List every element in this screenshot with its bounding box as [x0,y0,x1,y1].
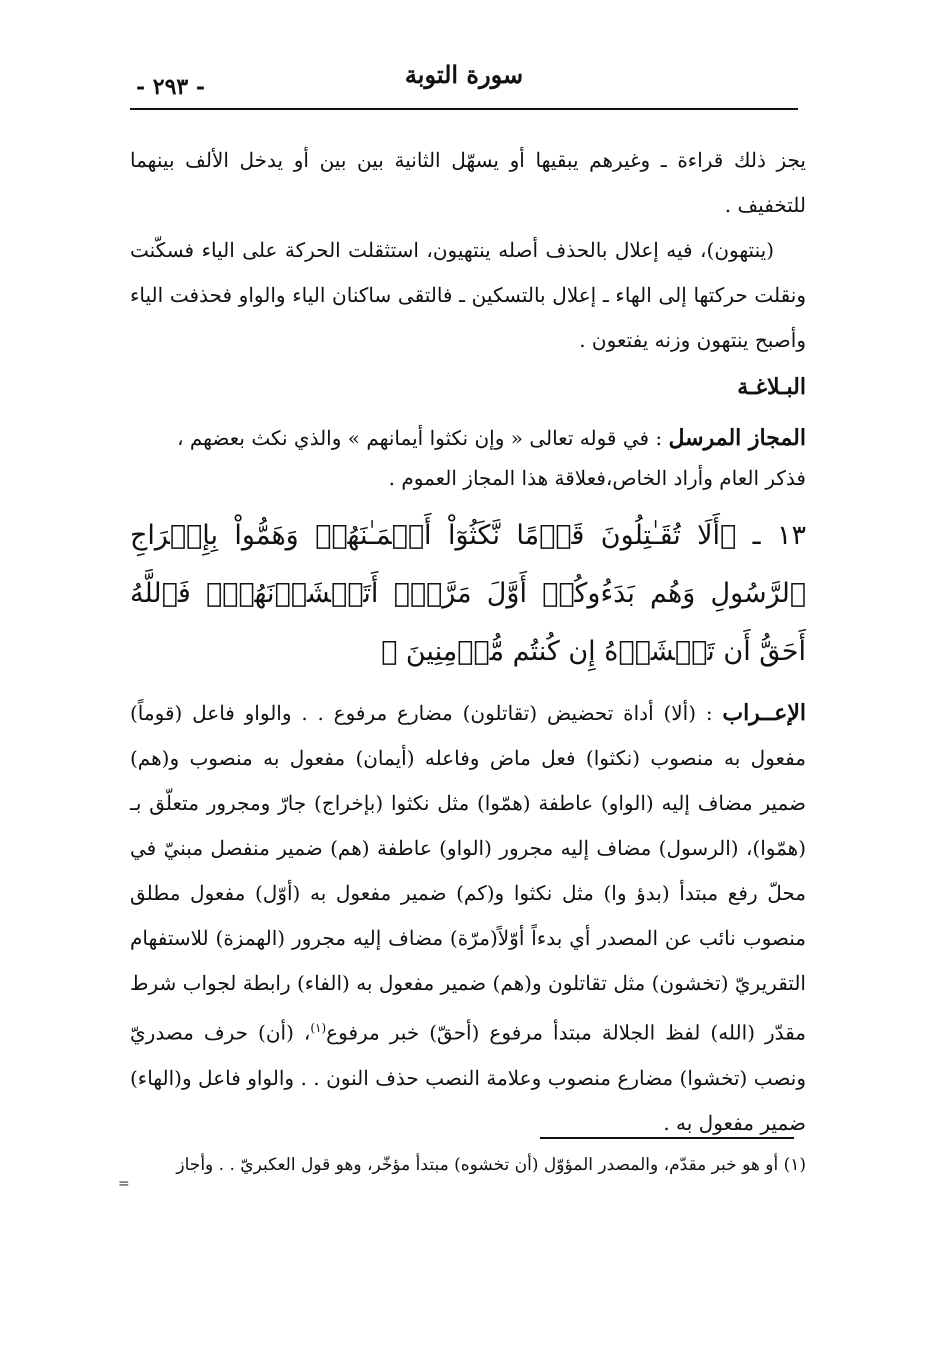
page-number: - ٢٩٣ - [136,74,206,100]
irab-text-2: ، (أن) حرف مصدريّ ونصب (تخشوا) مضارع منصوب وعلامة النصب حذف النون . . والواو فاعل و(الهاء) ضمير مفعول به . [130,1020,806,1135]
header-divider [130,108,798,110]
majaz-text: : في قوله تعالى « وإن نكثوا أيمانهم » والذي نكث بعضهم ، [177,426,669,450]
paragraph-yantahun: (ينتهون)، فيه إعلال بالحذف أصله ينتهيون، استثقلت الحركة على الياء فسكّنت ونقلت حركتها إلى الهاء ـ إعلال بالتسكين ـ فالتقى ساكنان الياء والواو فحذفت الياء وأصبح ينتهون وزنه يفتعون . [130,238,806,352]
page-body [130,138,806,1146]
irab-text-1: : (ألا) أداة تحضيض (تقاتلون) مضارع مرفوع . . والواو فاعل (قوماً) مفعول به منصوب (نكثوا) فعل ماض وفاعله (أيمان) مفعول به منصوب و(هم) ضمير مضاف إليه (الواو) عاطفة (همّوا) مثل نكثوا (بإخراج) جارّ ومجرور متعلّق بـ (همّوا)، (الرسول) مضاف إليه مجرور (الواو) عاطفة (هم) ضمير منفصل مبنيّ في محلّ رفع مبتدأ (بدؤ وا) مثل نكثوا و(كم) ضمير مفعول به (أوّل) مفعول مطلق منصوب نائب عن المصدر أي بدءاً أوّلاً(مرّة) مضاف إليه مجرور (الهمزة) للاستفهام التقريريّ (تخشون) مثل تقاتلون و(هم) ضمير مفعول به (الفاء) رابطة لجواب شرط مقدّر (الله) لفظ الجلالة مبتدأ مرفوع (أحقّ) خبر مرفوع [129,701,806,1045]
page-header [130,60,798,108]
surah-title: سورة التوبة [404,60,524,89]
irab-paragraph [130,691,806,1146]
majaz-term: المجاز المرسل [668,425,806,451]
footnote-reference[interactable]: (١) [310,1021,327,1035]
paragraph-continuation: يجز ذلك قراءة ـ وغيرهم يبقيها أو يسهّل الثانية بين بين أو يدخل الألف بينهما للتخفيف . [130,148,806,217]
balagha-heading: البـلاغـة [737,374,806,400]
majaz-paragraph [130,416,806,461]
quran-verse: ١٣ ـ ﴿أَلَا تُقَـٰتِلُونَ قَوۡمًا نَّكَثُوٓاْ أَيۡمَـٰنَهُمۡ وَهَمُّواْ بِإِخۡرَاجِ ٱلرَّسُولِ وَهُم بَدَءُوكُمۡ أَوَّلَ مَرَّةٍۚ أَتَخۡشَوۡنَهُمۡۚ فَٱللَّهُ أَحَقُّ أَن تَخۡشَوۡهُ إِن كُنتُم مُّؤۡمِنِينَ ﴾ [130,520,806,667]
irab-label: الإعــراب [722,700,806,726]
footnote-continuation-mark: = [118,1176,130,1192]
footnote-1: (١) أو هو خبر مقدّم، والمصدر المؤوّل (أن تخشوه) مبتدأ مؤخّر، وهو قول العكبريّ . . وأجاز [176,1155,806,1175]
majaz-line2: فذكر العام وأراد الخاص،فعلاقة هذا المجاز العموم . [388,466,806,490]
footnote-divider [540,1137,794,1139]
